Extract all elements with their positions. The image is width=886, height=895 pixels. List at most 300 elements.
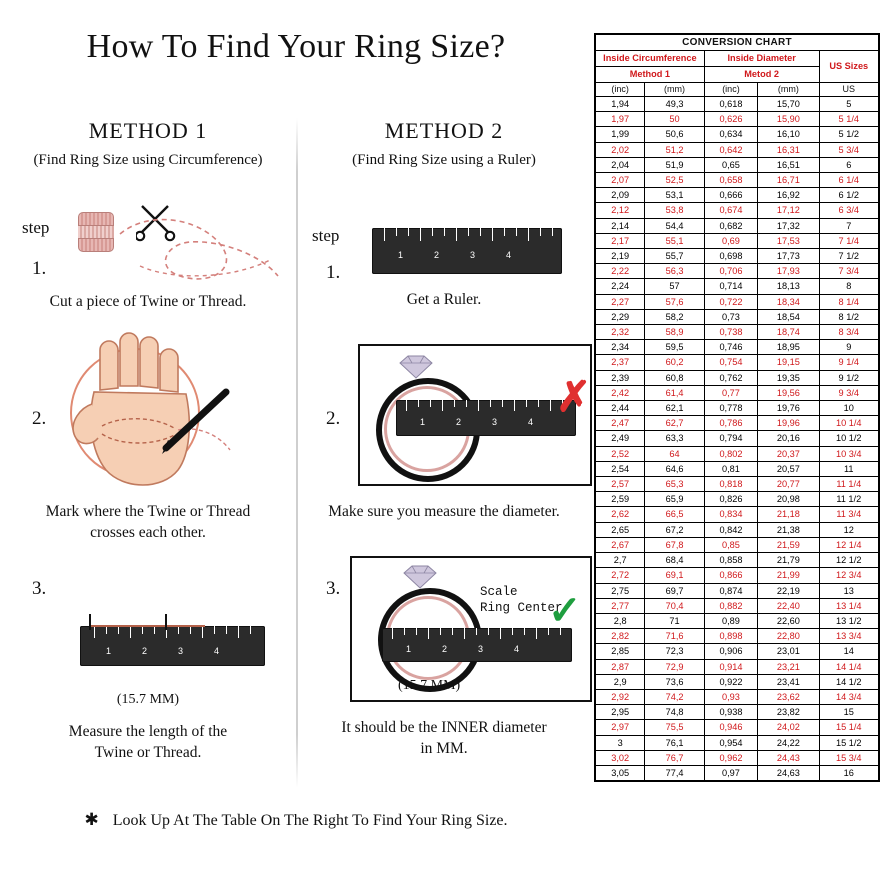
table-row xyxy=(596,735,879,750)
table-cell: 16,51 xyxy=(758,157,819,172)
table-row xyxy=(596,492,879,507)
chart-title-row xyxy=(596,35,879,51)
table-cell: 10 1/4 xyxy=(819,416,878,431)
table-cell: 21,18 xyxy=(758,507,819,522)
table-cell: 15,70 xyxy=(758,97,819,112)
ruler-number-2: 2 xyxy=(434,250,440,260)
table-cell: 0,674 xyxy=(704,203,757,218)
table-row xyxy=(596,522,879,537)
diamond-icon xyxy=(400,564,440,590)
table-cell: 0,89 xyxy=(704,613,757,628)
table-cell: 20,77 xyxy=(758,477,819,492)
table-cell: 16,71 xyxy=(758,173,819,188)
table-cell: 13 1/4 xyxy=(819,598,878,613)
table-row xyxy=(596,249,879,264)
thread-curve-illustration xyxy=(110,214,290,294)
table-row xyxy=(596,264,879,279)
table-cell: 50,6 xyxy=(645,127,704,142)
table-row xyxy=(596,431,879,446)
table-cell: 0,97 xyxy=(704,765,757,780)
table-cell: 10 3/4 xyxy=(819,446,878,461)
table-cell: 6 3/4 xyxy=(819,203,878,218)
table-cell: 76,7 xyxy=(645,750,704,765)
ruler-number-1: 1 xyxy=(406,644,412,654)
table-cell: 24,63 xyxy=(758,765,819,780)
footnote-text: Look Up At The Table On The Right To Find Your Ring Size. xyxy=(112,812,508,829)
table-cell: 0,778 xyxy=(704,401,757,416)
table-cell: 67,2 xyxy=(645,522,704,537)
ruler-number-1: 1 xyxy=(106,646,112,656)
table-cell: 2,19 xyxy=(596,249,645,264)
ruler-overlay xyxy=(396,400,576,436)
table-cell: 72,3 xyxy=(645,644,704,659)
ruler-number-3: 3 xyxy=(470,250,476,260)
table-cell: 66,5 xyxy=(645,507,704,522)
unit-mm-1: (mm) xyxy=(645,83,704,97)
table-cell: 2,47 xyxy=(596,416,645,431)
method-2-step-3-caption: It should be the INNER diameter in MM. xyxy=(341,719,547,757)
table-cell: 3,02 xyxy=(596,750,645,765)
table-cell: 0,962 xyxy=(704,750,757,765)
table-cell: 19,76 xyxy=(758,401,819,416)
unit-inc-1: (inc) xyxy=(596,83,645,97)
table-cell: 2,44 xyxy=(596,401,645,416)
table-cell: 0,938 xyxy=(704,705,757,720)
table-cell: 2,22 xyxy=(596,264,645,279)
table-cell: 0,946 xyxy=(704,720,757,735)
table-cell: 8 3/4 xyxy=(819,325,878,340)
table-cell: 2,57 xyxy=(596,477,645,492)
ruler-number-4: 4 xyxy=(528,417,534,427)
asterisk-icon: ✱ xyxy=(84,810,99,829)
table-cell: 0,954 xyxy=(704,735,757,750)
table-cell: 21,79 xyxy=(758,553,819,568)
table-cell: 0,81 xyxy=(704,461,757,476)
table-row xyxy=(596,157,879,172)
table-cell: 7 xyxy=(819,218,878,233)
table-cell: 2,34 xyxy=(596,340,645,355)
table-row xyxy=(596,583,879,598)
table-cell: 8 1/4 xyxy=(819,294,878,309)
table-cell: 23,41 xyxy=(758,674,819,689)
table-cell: 16,92 xyxy=(758,188,819,203)
method-2-column xyxy=(296,118,592,169)
method-1-measurement: (15.7 MM) xyxy=(116,692,180,707)
method-2-heading: METHOD 2 xyxy=(384,118,504,143)
table-row xyxy=(596,461,879,476)
vertical-divider xyxy=(296,118,298,788)
table-cell: 2,75 xyxy=(596,583,645,598)
table-cell: 58,9 xyxy=(645,325,704,340)
table-cell: 5 xyxy=(819,97,878,112)
table-cell: 0,626 xyxy=(704,112,757,127)
table-cell: 0,73 xyxy=(704,309,757,324)
table-cell: 21,38 xyxy=(758,522,819,537)
table-cell: 0,682 xyxy=(704,218,757,233)
method-2-measurement: (15.7 MM) xyxy=(398,678,461,693)
table-cell: 2,97 xyxy=(596,720,645,735)
method-2-subheading: (Find Ring Size using a Ruler) xyxy=(352,152,536,168)
table-cell: 58,2 xyxy=(645,309,704,324)
table-row xyxy=(596,142,879,157)
page-title: How To Find Your Ring Size? xyxy=(86,28,506,65)
table-row xyxy=(596,537,879,552)
header-inside-diameter: Inside Diameter xyxy=(704,51,819,67)
ruler-number-4: 4 xyxy=(506,250,512,260)
table-cell: 19,15 xyxy=(758,355,819,370)
table-cell: 11 3/4 xyxy=(819,507,878,522)
table-cell: 2,32 xyxy=(596,325,645,340)
table-cell: 19,35 xyxy=(758,370,819,385)
table-cell: 64 xyxy=(645,446,704,461)
table-cell: 0,826 xyxy=(704,492,757,507)
table-cell: 57,6 xyxy=(645,294,704,309)
unit-us: US xyxy=(819,83,878,97)
table-cell: 0,898 xyxy=(704,629,757,644)
header-inside-circumference: Inside Circumference xyxy=(596,51,705,67)
method-1-heading: METHOD 1 xyxy=(88,118,208,143)
table-cell: 0,634 xyxy=(704,127,757,142)
table-cell: 2,52 xyxy=(596,446,645,461)
table-cell: 18,95 xyxy=(758,340,819,355)
table-cell: 8 1/2 xyxy=(819,309,878,324)
table-row xyxy=(596,705,879,720)
table-cell: 59,5 xyxy=(645,340,704,355)
table-cell: 2,49 xyxy=(596,431,645,446)
table-cell: 0,914 xyxy=(704,659,757,674)
table-row xyxy=(596,720,879,735)
table-cell: 0,762 xyxy=(704,370,757,385)
table-cell: 19,96 xyxy=(758,416,819,431)
table-cell: 2,95 xyxy=(596,705,645,720)
ruler-number-3: 3 xyxy=(492,417,498,427)
table-row xyxy=(596,401,879,416)
table-cell: 17,53 xyxy=(758,233,819,248)
table-row xyxy=(596,294,879,309)
table-cell: 2,14 xyxy=(596,218,645,233)
table-cell: 2,39 xyxy=(596,370,645,385)
table-row xyxy=(596,598,879,613)
table-row xyxy=(596,659,879,674)
table-cell: 20,98 xyxy=(758,492,819,507)
table-cell: 11 xyxy=(819,461,878,476)
table-cell: 19,56 xyxy=(758,385,819,400)
table-cell: 8 xyxy=(819,279,878,294)
table-row xyxy=(596,173,879,188)
scale-ring-center-label: Scale Ring Center xyxy=(480,585,563,616)
table-cell: 0,698 xyxy=(704,249,757,264)
table-cell: 6 1/4 xyxy=(819,173,878,188)
ruler-number-2: 2 xyxy=(142,646,148,656)
table-cell: 17,12 xyxy=(758,203,819,218)
table-cell: 68,4 xyxy=(645,553,704,568)
table-cell: 0,922 xyxy=(704,674,757,689)
table-row xyxy=(596,188,879,203)
table-cell: 64,6 xyxy=(645,461,704,476)
table-cell: 0,754 xyxy=(704,355,757,370)
table-cell: 20,37 xyxy=(758,446,819,461)
table-cell: 0,818 xyxy=(704,477,757,492)
table-row xyxy=(596,218,879,233)
table-cell: 0,794 xyxy=(704,431,757,446)
table-cell: 53,8 xyxy=(645,203,704,218)
table-cell: 9 1/2 xyxy=(819,370,878,385)
method-1-column xyxy=(0,118,296,169)
table-cell: 5 1/2 xyxy=(819,127,878,142)
table-cell: 14 1/4 xyxy=(819,659,878,674)
table-cell: 0,802 xyxy=(704,446,757,461)
table-cell: 2,77 xyxy=(596,598,645,613)
table-cell: 2,37 xyxy=(596,355,645,370)
table-cell: 17,93 xyxy=(758,264,819,279)
table-cell: 52,5 xyxy=(645,173,704,188)
table-row xyxy=(596,370,879,385)
table-cell: 2,82 xyxy=(596,629,645,644)
ruler-number-2: 2 xyxy=(442,644,448,654)
table-cell: 11 1/4 xyxy=(819,477,878,492)
table-cell: 9 xyxy=(819,340,878,355)
table-cell: 12 1/4 xyxy=(819,537,878,552)
table-cell: 54,4 xyxy=(645,218,704,233)
table-cell: 2,12 xyxy=(596,203,645,218)
table-cell: 15 xyxy=(819,705,878,720)
hand-illustration xyxy=(58,330,258,500)
table-row xyxy=(596,477,879,492)
table-cell: 16,10 xyxy=(758,127,819,142)
table-row xyxy=(596,765,879,780)
table-cell: 12 xyxy=(819,522,878,537)
thread-segment-illustration xyxy=(80,600,270,634)
table-cell: 15 1/2 xyxy=(819,735,878,750)
table-cell: 72,9 xyxy=(645,659,704,674)
table-cell: 0,842 xyxy=(704,522,757,537)
method-1-subheading: (Find Ring Size using Circumference) xyxy=(33,152,263,168)
table-cell: 50 xyxy=(645,112,704,127)
table-cell: 0,786 xyxy=(704,416,757,431)
table-cell: 22,60 xyxy=(758,613,819,628)
table-row xyxy=(596,233,879,248)
table-cell: 18,34 xyxy=(758,294,819,309)
table-cell: 10 xyxy=(819,401,878,416)
table-cell: 2,92 xyxy=(596,689,645,704)
method-1-step-2-caption: Mark where the Twine or Thread crosses each other. xyxy=(45,503,251,541)
table-cell: 23,21 xyxy=(758,659,819,674)
method-1-step-1-caption: Cut a piece of Twine or Thread. xyxy=(49,293,247,310)
table-cell: 0,834 xyxy=(704,507,757,522)
table-cell: 24,43 xyxy=(758,750,819,765)
table-row xyxy=(596,325,879,340)
table-row xyxy=(596,446,879,461)
table-row xyxy=(596,689,879,704)
table-cell: 1,99 xyxy=(596,127,645,142)
ruler-number-4: 4 xyxy=(214,646,220,656)
table-row xyxy=(596,203,879,218)
table-cell: 0,658 xyxy=(704,173,757,188)
table-cell: 13 3/4 xyxy=(819,629,878,644)
table-cell: 75,5 xyxy=(645,720,704,735)
table-cell: 2,17 xyxy=(596,233,645,248)
table-row xyxy=(596,629,879,644)
table-cell: 2,62 xyxy=(596,507,645,522)
check-icon: ✓ xyxy=(548,589,582,633)
table-cell: 57 xyxy=(645,279,704,294)
method-1-step-3-number: 3. xyxy=(32,578,47,599)
table-cell: 56,3 xyxy=(645,264,704,279)
table-cell: 0,906 xyxy=(704,644,757,659)
table-row xyxy=(596,127,879,142)
table-cell: 18,13 xyxy=(758,279,819,294)
table-cell: 16,31 xyxy=(758,142,819,157)
table-cell: 24,02 xyxy=(758,720,819,735)
table-row xyxy=(596,112,879,127)
table-cell: 6 xyxy=(819,157,878,172)
table-cell: 0,666 xyxy=(704,188,757,203)
table-cell: 23,01 xyxy=(758,644,819,659)
chart-title: CONVERSION CHART xyxy=(596,35,879,51)
table-cell: 2,59 xyxy=(596,492,645,507)
table-cell: 69,1 xyxy=(645,568,704,583)
table-cell: 74,2 xyxy=(645,689,704,704)
table-cell: 13 xyxy=(819,583,878,598)
table-cell: 2,65 xyxy=(596,522,645,537)
table-cell: 22,19 xyxy=(758,583,819,598)
table-cell: 2,24 xyxy=(596,279,645,294)
ruler-number-4: 4 xyxy=(514,644,520,654)
table-cell: 0,65 xyxy=(704,157,757,172)
method-1-step-1-number: 1. xyxy=(32,258,47,279)
table-cell: 15 1/4 xyxy=(819,720,878,735)
table-cell: 2,07 xyxy=(596,173,645,188)
ruler-number-1: 1 xyxy=(398,250,404,260)
table-cell: 70,4 xyxy=(645,598,704,613)
table-cell: 22,80 xyxy=(758,629,819,644)
table-cell: 2,8 xyxy=(596,613,645,628)
table-cell: 9 3/4 xyxy=(819,385,878,400)
table-cell: 5 1/4 xyxy=(819,112,878,127)
table-cell: 76,1 xyxy=(645,735,704,750)
table-cell: 3 xyxy=(596,735,645,750)
table-cell: 67,8 xyxy=(645,537,704,552)
table-cell: 51,9 xyxy=(645,157,704,172)
method-2-step-1-number: 1. xyxy=(326,262,341,283)
unit-mm-2: (mm) xyxy=(758,83,819,97)
table-cell: 61,4 xyxy=(645,385,704,400)
table-cell: 14 3/4 xyxy=(819,689,878,704)
cross-icon: ✗ xyxy=(556,373,592,420)
table-cell: 0,93 xyxy=(704,689,757,704)
table-cell: 18,74 xyxy=(758,325,819,340)
table-cell: 21,59 xyxy=(758,537,819,552)
twine-spool-icon xyxy=(78,212,114,252)
table-cell: 0,77 xyxy=(704,385,757,400)
table-cell: 2,67 xyxy=(596,537,645,552)
table-cell: 2,54 xyxy=(596,461,645,476)
conversion-chart xyxy=(594,33,880,782)
ruler-number-1: 1 xyxy=(420,417,426,427)
table-cell: 71,6 xyxy=(645,629,704,644)
table-cell: 2,04 xyxy=(596,157,645,172)
table-cell: 14 1/2 xyxy=(819,674,878,689)
table-cell: 0,618 xyxy=(704,97,757,112)
diamond-icon xyxy=(396,354,436,380)
header-method-1: Method 1 xyxy=(596,67,705,83)
table-cell: 15 3/4 xyxy=(819,750,878,765)
table-cell: 0,746 xyxy=(704,340,757,355)
table-cell: 6 1/2 xyxy=(819,188,878,203)
table-cell: 13 1/2 xyxy=(819,613,878,628)
table-row xyxy=(596,750,879,765)
table-cell: 69,7 xyxy=(645,583,704,598)
table-cell: 24,22 xyxy=(758,735,819,750)
ruler-illustration xyxy=(372,228,562,274)
table-cell: 2,27 xyxy=(596,294,645,309)
table-cell: 2,42 xyxy=(596,385,645,400)
table-cell: 7 1/2 xyxy=(819,249,878,264)
table-row xyxy=(596,613,879,628)
ruler-number-3: 3 xyxy=(478,644,484,654)
table-cell: 49,3 xyxy=(645,97,704,112)
table-cell: 2,87 xyxy=(596,659,645,674)
method-1-step-3-caption: Measure the length of the Twine or Thread. xyxy=(68,723,228,761)
table-cell: 2,7 xyxy=(596,553,645,568)
table-cell: 21,99 xyxy=(758,568,819,583)
table-row xyxy=(596,309,879,324)
table-row xyxy=(596,553,879,568)
ruler-overlay xyxy=(382,628,572,662)
table-cell: 73,6 xyxy=(645,674,704,689)
method-2-step-1-caption: Get a Ruler. xyxy=(406,291,482,308)
method-2-step-2-caption: Make sure you measure the diameter. xyxy=(328,503,560,520)
table-cell: 1,97 xyxy=(596,112,645,127)
table-cell: 20,57 xyxy=(758,461,819,476)
unit-inc-2: (inc) xyxy=(704,83,757,97)
method-1-step-word: step xyxy=(22,218,50,237)
table-cell: 77,4 xyxy=(645,765,704,780)
table-cell: 65,9 xyxy=(645,492,704,507)
table-cell: 10 1/2 xyxy=(819,431,878,446)
table-cell: 55,7 xyxy=(645,249,704,264)
table-cell: 62,7 xyxy=(645,416,704,431)
table-cell: 74,8 xyxy=(645,705,704,720)
table-cell: 0,866 xyxy=(704,568,757,583)
table-cell: 9 1/4 xyxy=(819,355,878,370)
table-cell: 62,1 xyxy=(645,401,704,416)
table-row xyxy=(596,674,879,689)
conversion-table xyxy=(595,34,879,781)
table-cell: 51,2 xyxy=(645,142,704,157)
table-cell: 60,2 xyxy=(645,355,704,370)
table-cell: 2,09 xyxy=(596,188,645,203)
table-cell: 2,72 xyxy=(596,568,645,583)
table-row xyxy=(596,340,879,355)
table-cell: 53,1 xyxy=(645,188,704,203)
table-row xyxy=(596,644,879,659)
table-cell: 17,73 xyxy=(758,249,819,264)
table-row xyxy=(596,416,879,431)
chart-unit-row xyxy=(596,83,879,97)
table-cell: 11 1/2 xyxy=(819,492,878,507)
method-2-step-3-number: 3. xyxy=(326,578,341,599)
table-row xyxy=(596,97,879,112)
table-cell: 12 1/2 xyxy=(819,553,878,568)
table-cell: 0,714 xyxy=(704,279,757,294)
table-cell: 7 1/4 xyxy=(819,233,878,248)
table-cell: 0,722 xyxy=(704,294,757,309)
table-cell: 2,85 xyxy=(596,644,645,659)
table-cell: 22,40 xyxy=(758,598,819,613)
table-cell: 20,16 xyxy=(758,431,819,446)
table-cell: 0,85 xyxy=(704,537,757,552)
